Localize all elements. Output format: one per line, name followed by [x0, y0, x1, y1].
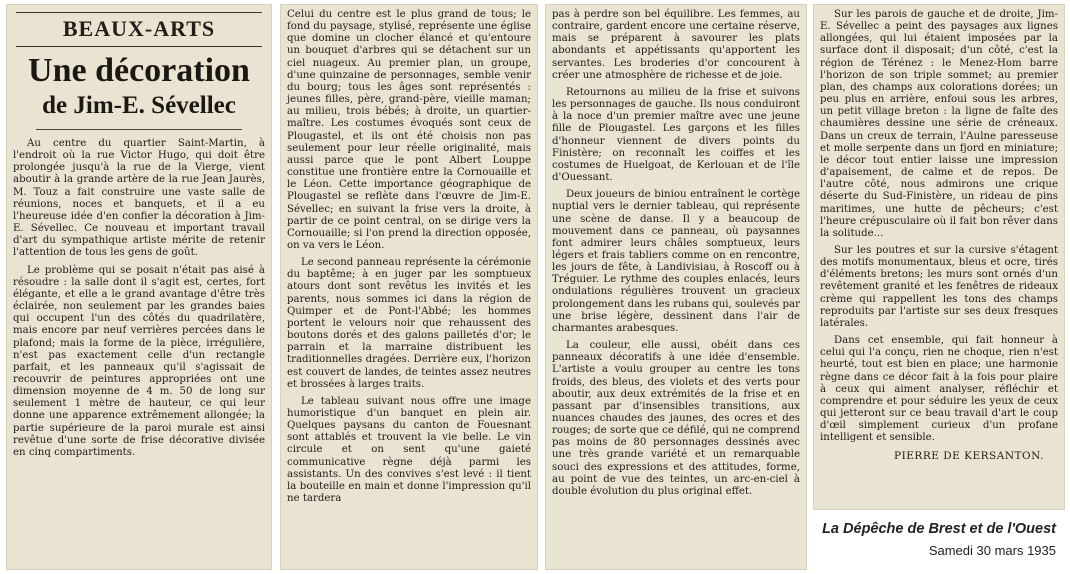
author-signature: PIERRE DE KERSANTON. [894, 450, 1044, 463]
article-column-1 [6, 4, 272, 570]
article-column-3 [545, 4, 807, 570]
section-header: BEAUX-ARTS [16, 12, 262, 47]
paragraph: Celui du centre est le plus grand de tous; le fond du paysage, stylisé, représente une église que domine un clocher élancé et qu'entoure un bouquet d'arbres qui se détachent sur un ciel nuageux. Au premier plan, un groupe, d'une quinzaine de personnages, semble venir du bourg; tous les âges sont représentés : jeunes filles, père, grand-père, vieille maman; au milieu, trois bébés; à droite, un quartier-maître. Les costumes évoqués sont ceux de Plougastel, et ils ont été choisis non pas seulement pour leur réelle originalité, mais aussi parce que le pont Albert Louppe constitue une frontière entre la Cornouaille et le Léon. Cette importance géographique de Plougastel se reflète dans l'œuvre de Jim-E. Sévellec; en suivant la frise vers la droite, à partir de ce point central, on se dirige vers la Cornouaille; si l'on prend la direction opposée, on va vers le Léon. [287, 9, 531, 251]
paragraph: Le problème qui se posait n'était pas aisé à résoudre : la salle dont il s'agit est, certes, fort élégante, et elle a le grand avantage d'être très éclairée, non seulement par les grandes baies qui occupent l'un des côtés du quadrilatère, mais encore par neuf verrières percées dans le plafond; mais la forme de la pièce, irrégulière, n'est pas exactement celle d'un rectangle parfait, et les panneaux qu'il s'agissait de recouvrir de peintures appropriées ont une dimension moyenne de 4 m. 50 de long sur seulement 1 mètre de hauteur, ce qui leur donne une apparence extrêmement allongée; la partie supérieure de la paroi murale est ainsi revêtue d'une sorte de frise décorative divisée en cinq compartiments. [13, 264, 265, 458]
column-text [545, 4, 807, 498]
divider [36, 129, 242, 130]
article-column-4 [813, 4, 1065, 510]
paragraph: Retournons au milieu de la frise et suivons les personnages de gauche. Ils nous conduiront à la noce d'un premier maître avec une jeune fille de Plougastel. Les garçons et les filles d'honneur viennent de divers points du Finistère; on reconnaît les coiffes et les costumes de Huelgoat, de Kerlouan et de l'île d'Ouessant. [552, 86, 800, 184]
column-text [6, 138, 272, 459]
paragraph: Au centre du quartier Saint-Martin, à l'endroit où la rue Victor Hugo, qui doit être prolongée jusqu'à la rue de la Vierge, vient aboutir à la grande artère de la rue Jean Jaurès, M. Touz a fait construire une vaste salle de réunions, noces et banquets, et il a eu l'heureuse idée d'en confier la décoration à Jim-E. Sévellec. Ce nouveau et important travail d'art du sympathique artiste mérite de retenir l'attention de tous les gens de goût. [13, 138, 265, 259]
paragraph: pas à perdre son bel équilibre. Les femmes, au contraire, gardent encore une certaine réserve, mais se préparent à savourer les plats abondants et appétissants qu'apportent les servantes. Les broderies d'or concourent à créer une atmosphère de richesse et de joie. [552, 9, 800, 81]
paragraph: Deux joueurs de biniou entraînent le cortège nuptial vers le dernier tableau, qui représente une scène de danse. Il y a beaucoup de mouvement dans ce panneau, où paysannes font admirer leurs châles somptueux, leurs légers et frais tabliers comme on en rencontre, les jours de fête, à Landivisiau, à Roscoff ou à Tréguier. Le rythme des couples enlacés, leurs ondulations régulières trouvent un gracieux prolongement dans les rubans qui, soulevés par une brise légère, dessinent dans l'air de charmantes arabesques. [552, 189, 800, 334]
article-column-2 [280, 4, 538, 570]
paragraph: La couleur, elle aussi, obéit dans ces panneaux décoratifs à une idée d'ensemble. L'artiste a voulu grouper au centre les tons froids, des bleus, des violets et des verts pour aboutir, aux deux extrémités de la frise et en passant par d'insensibles transitions, aux nuances chaudes des jaunes, des ocres et des rouges; de sorte que ce défilé, qui ne comprend pas moins de 80 personnages dessinés avec une très grande variété et un remarquable souci des expressions et des attitudes, forme, au point de vue des teintes, un arc-en-ciel à double évolution du plus original effet. [552, 340, 800, 497]
paragraph: Dans cet ensemble, qui fait honneur à celui qui l'a conçu, rien ne choque, rien n'est heurté, tout est bien en place; une harmonie règne dans ce décor fait à la fois pour plaire à ceux qui aiment analyser, réfléchir et comprendre et pour séduire les yeux de ceux qui jetteront sur ce beau travail d'art le coup d'œil simplement curieux d'un profane intelligent et sensible. [820, 335, 1058, 444]
paragraph: Sur les poutres et sur la cursive s'étagent des motifs monumentaux, bleus et ocre, tirés d'éléments bretons; les murs sont ornés d'un revêtement granité et les fenêtres de rideaux crème qui rappellent les tons des champs reproduits par l'artiste sur ses deux fresques latérales. [820, 244, 1058, 329]
headline: Une décoration [28, 52, 250, 89]
source-caption: La Dépêche de Brest et de l'Ouest [822, 521, 1056, 537]
subheadline: de Jim-E. Sévellec [42, 92, 236, 119]
column-text [280, 4, 538, 505]
column-text [813, 4, 1065, 463]
paragraph: Le tableau suivant nous offre une image humoristique d'un banquet en plein air. Quelques paysans du canton de Fouesnant sont attablés et trouvent la vie belle. Le vin circule et on sent qu'une gaieté communicative règne déjà parmi les assistants. Un des convives s'est levé : il tient la bouteille en main et donne l'impression qu'il ne tardera [287, 395, 531, 505]
date-caption: Samedi 30 mars 1935 [928, 543, 1056, 558]
paragraph: Le second panneau représente la cérémonie du baptême; à en juger par les somptueux atours dont sont revêtus les invités et les parents, nous sommes ici dans la région de Quimper et de Pont-l'Abbé; les hommes portent le velours noir que rehaussent des boutons dorés et des galons pailletés d'or; le parrain et la marraine distribuent les traditionnelles dragées. Derrière eux, l'horizon est couvert de landes, de teintes assez neutres et brossées à larges traits. [287, 257, 531, 390]
paragraph: Sur les parois de gauche et de droite, Jim-E. Sévellec a peint des paysages aux lignes allongées, qui lui étaient imposées par la surface dont il disposait; d'un côté, c'est la région de Térénez : le Menez-Hom barre l'horizon de son triple sommet; au premier plan, des champs aux colorations dorées; un peu plus en arrière, enfoui sous les arbres, un petit village breton : la ligne de faîte des chaumières dessine une série de créneaux. Dans un creux de terrain, l'Aulne paresseuse et molle serpente dans un fjord en miniature; le décor tout entier laisse une impression d'apaisement, de calme et de repos. De l'autre côté, nous admirons une crique déserte du Sud-Finistère, un rideau de pins maritimes, une hutte de pêcheurs; c'est l'heure crépusculaire où il fait bon rêver dans la solitude... [820, 9, 1058, 239]
